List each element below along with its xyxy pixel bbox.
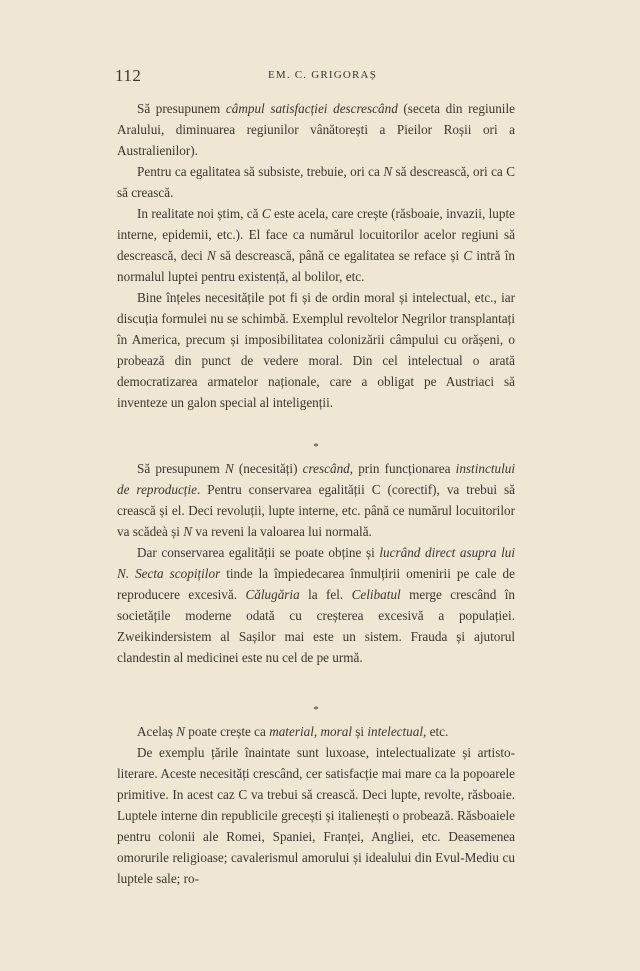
text-run: In realitate noi știm, că bbox=[137, 206, 262, 221]
text-run: Acelaș bbox=[137, 724, 177, 739]
italic-text: C bbox=[261, 206, 271, 221]
text-run: Bine înțeles necesitățile pot fi și de ordin moral și intelectual, etc., iar discuția formulei nu se schimbă. Exemplul revoltelor Negrilor transplantați în America, precum și imposibilitatea colonizării câmpului cu orășeni, o probează din punct de vedere moral. Din cel intelectual o arată democratizarea armatelor naționale, care a obligat pe Austriaci să inventeze un galon special al inteligenții. bbox=[117, 290, 515, 410]
italic-text: material, moral bbox=[269, 724, 352, 739]
text-run: și bbox=[351, 724, 368, 739]
text-run: să descrească, ori ca C să crească. bbox=[117, 164, 515, 200]
italic-text: N bbox=[224, 461, 234, 476]
section-divider: * bbox=[313, 441, 319, 453]
italic-text: crescând bbox=[302, 461, 350, 476]
text-run: Pentru ca egalitatea să subsiste, trebuie, ori ca bbox=[137, 164, 384, 179]
text-run: este acela, care crește (răsboaie, invazii, lupte interne, epidemii, etc.). El face ca numărul locuitorilor acelor regiuni să descrească, deci bbox=[117, 206, 516, 263]
text-run: merge crescând în societățile moderne odată cu creșterea excesivă a populației. Zweikindersistem al Sașilor mai este un sistem. Frauda și ajutorul clandestin al medicinei este nu cel de pe urmă. bbox=[117, 587, 515, 665]
italic-text: C bbox=[463, 248, 473, 263]
italic-text: lucrând direct asupra lui N. Secta scopiților bbox=[117, 545, 516, 581]
running-head: EM. C. GRIGORAȘ bbox=[267, 69, 378, 81]
text-run: Dar conservarea egalității se poate obține și bbox=[137, 545, 380, 560]
page-header bbox=[115, 66, 530, 86]
text-run: intră în normalul luptei pentru existență, al bolilor, etc. bbox=[117, 248, 515, 284]
text-run: . Pentru conservarea egalității C (corectif), va trebui să crească și el. Deci revoluții, lupte interne, etc. până ce numărul locuitorilor va scădeà și bbox=[117, 482, 515, 539]
page-body bbox=[117, 98, 515, 889]
italic-text: intelectual bbox=[367, 724, 424, 739]
section-divider: * bbox=[313, 704, 319, 716]
page-number: 112 bbox=[115, 66, 142, 85]
text-run: să descrească, până ce egalitatea se reface și bbox=[215, 248, 464, 263]
text-run: , prin funcționarea bbox=[349, 461, 456, 476]
italic-text: N bbox=[207, 248, 216, 263]
paragraph bbox=[117, 98, 515, 161]
italic-text: câmpul satisfacției descrescând bbox=[225, 101, 398, 116]
section-gap bbox=[117, 413, 515, 437]
italic-text: instinctului de reproducție bbox=[117, 461, 515, 497]
text-run: (seceta din regiunile Aralului, diminuarea regiunilor vânătorești a Pieilor Roșii ori a Australienilor). bbox=[117, 101, 515, 158]
italic-text: N bbox=[176, 724, 185, 739]
italic-text: Celibatul bbox=[351, 587, 401, 602]
text-run: tinde la împiedecarea înmulțirii omenirii pe cale de reproducere excesivă. bbox=[117, 566, 515, 602]
paragraph bbox=[117, 458, 515, 542]
paragraph bbox=[117, 161, 515, 203]
paragraph bbox=[117, 542, 515, 668]
text-run: De exemplu țările înaintate sunt luxoase, intelectualizate și artisto-literare. Aceste necesități crescând, cer satisfacție mai mare ca la popoarele primitive. In acest caz C va trebui să crească. Deci lupte, revolte, răsboaie. Luptele interne din republicile grecești și italienești o probează. Răsboaiele pentru colonii ale Romei, Spaniei, Franței, Angliei, etc. Deasemenea omorurile religioase; cavalerismul amorului și idealului din Evul-Mediu cu luptele sale; ro- bbox=[117, 745, 515, 886]
text-run: , etc. bbox=[423, 724, 449, 739]
text-run: (necesități) bbox=[233, 461, 303, 476]
text-run: va reveni la valoarea lui normală. bbox=[192, 524, 372, 539]
paragraph bbox=[117, 287, 515, 413]
text-run: Să presupunem bbox=[137, 461, 225, 476]
paragraph bbox=[117, 203, 515, 287]
paragraph bbox=[117, 742, 515, 889]
section-gap bbox=[117, 668, 515, 700]
italic-text: N bbox=[183, 524, 193, 539]
paragraph bbox=[117, 721, 515, 742]
italic-text: N bbox=[383, 164, 393, 179]
text-run: la fel. bbox=[299, 587, 352, 602]
text-run: poate crește ca bbox=[184, 724, 270, 739]
italic-text: Călugăria bbox=[245, 587, 300, 602]
text-run: Să presupunem bbox=[137, 101, 226, 116]
